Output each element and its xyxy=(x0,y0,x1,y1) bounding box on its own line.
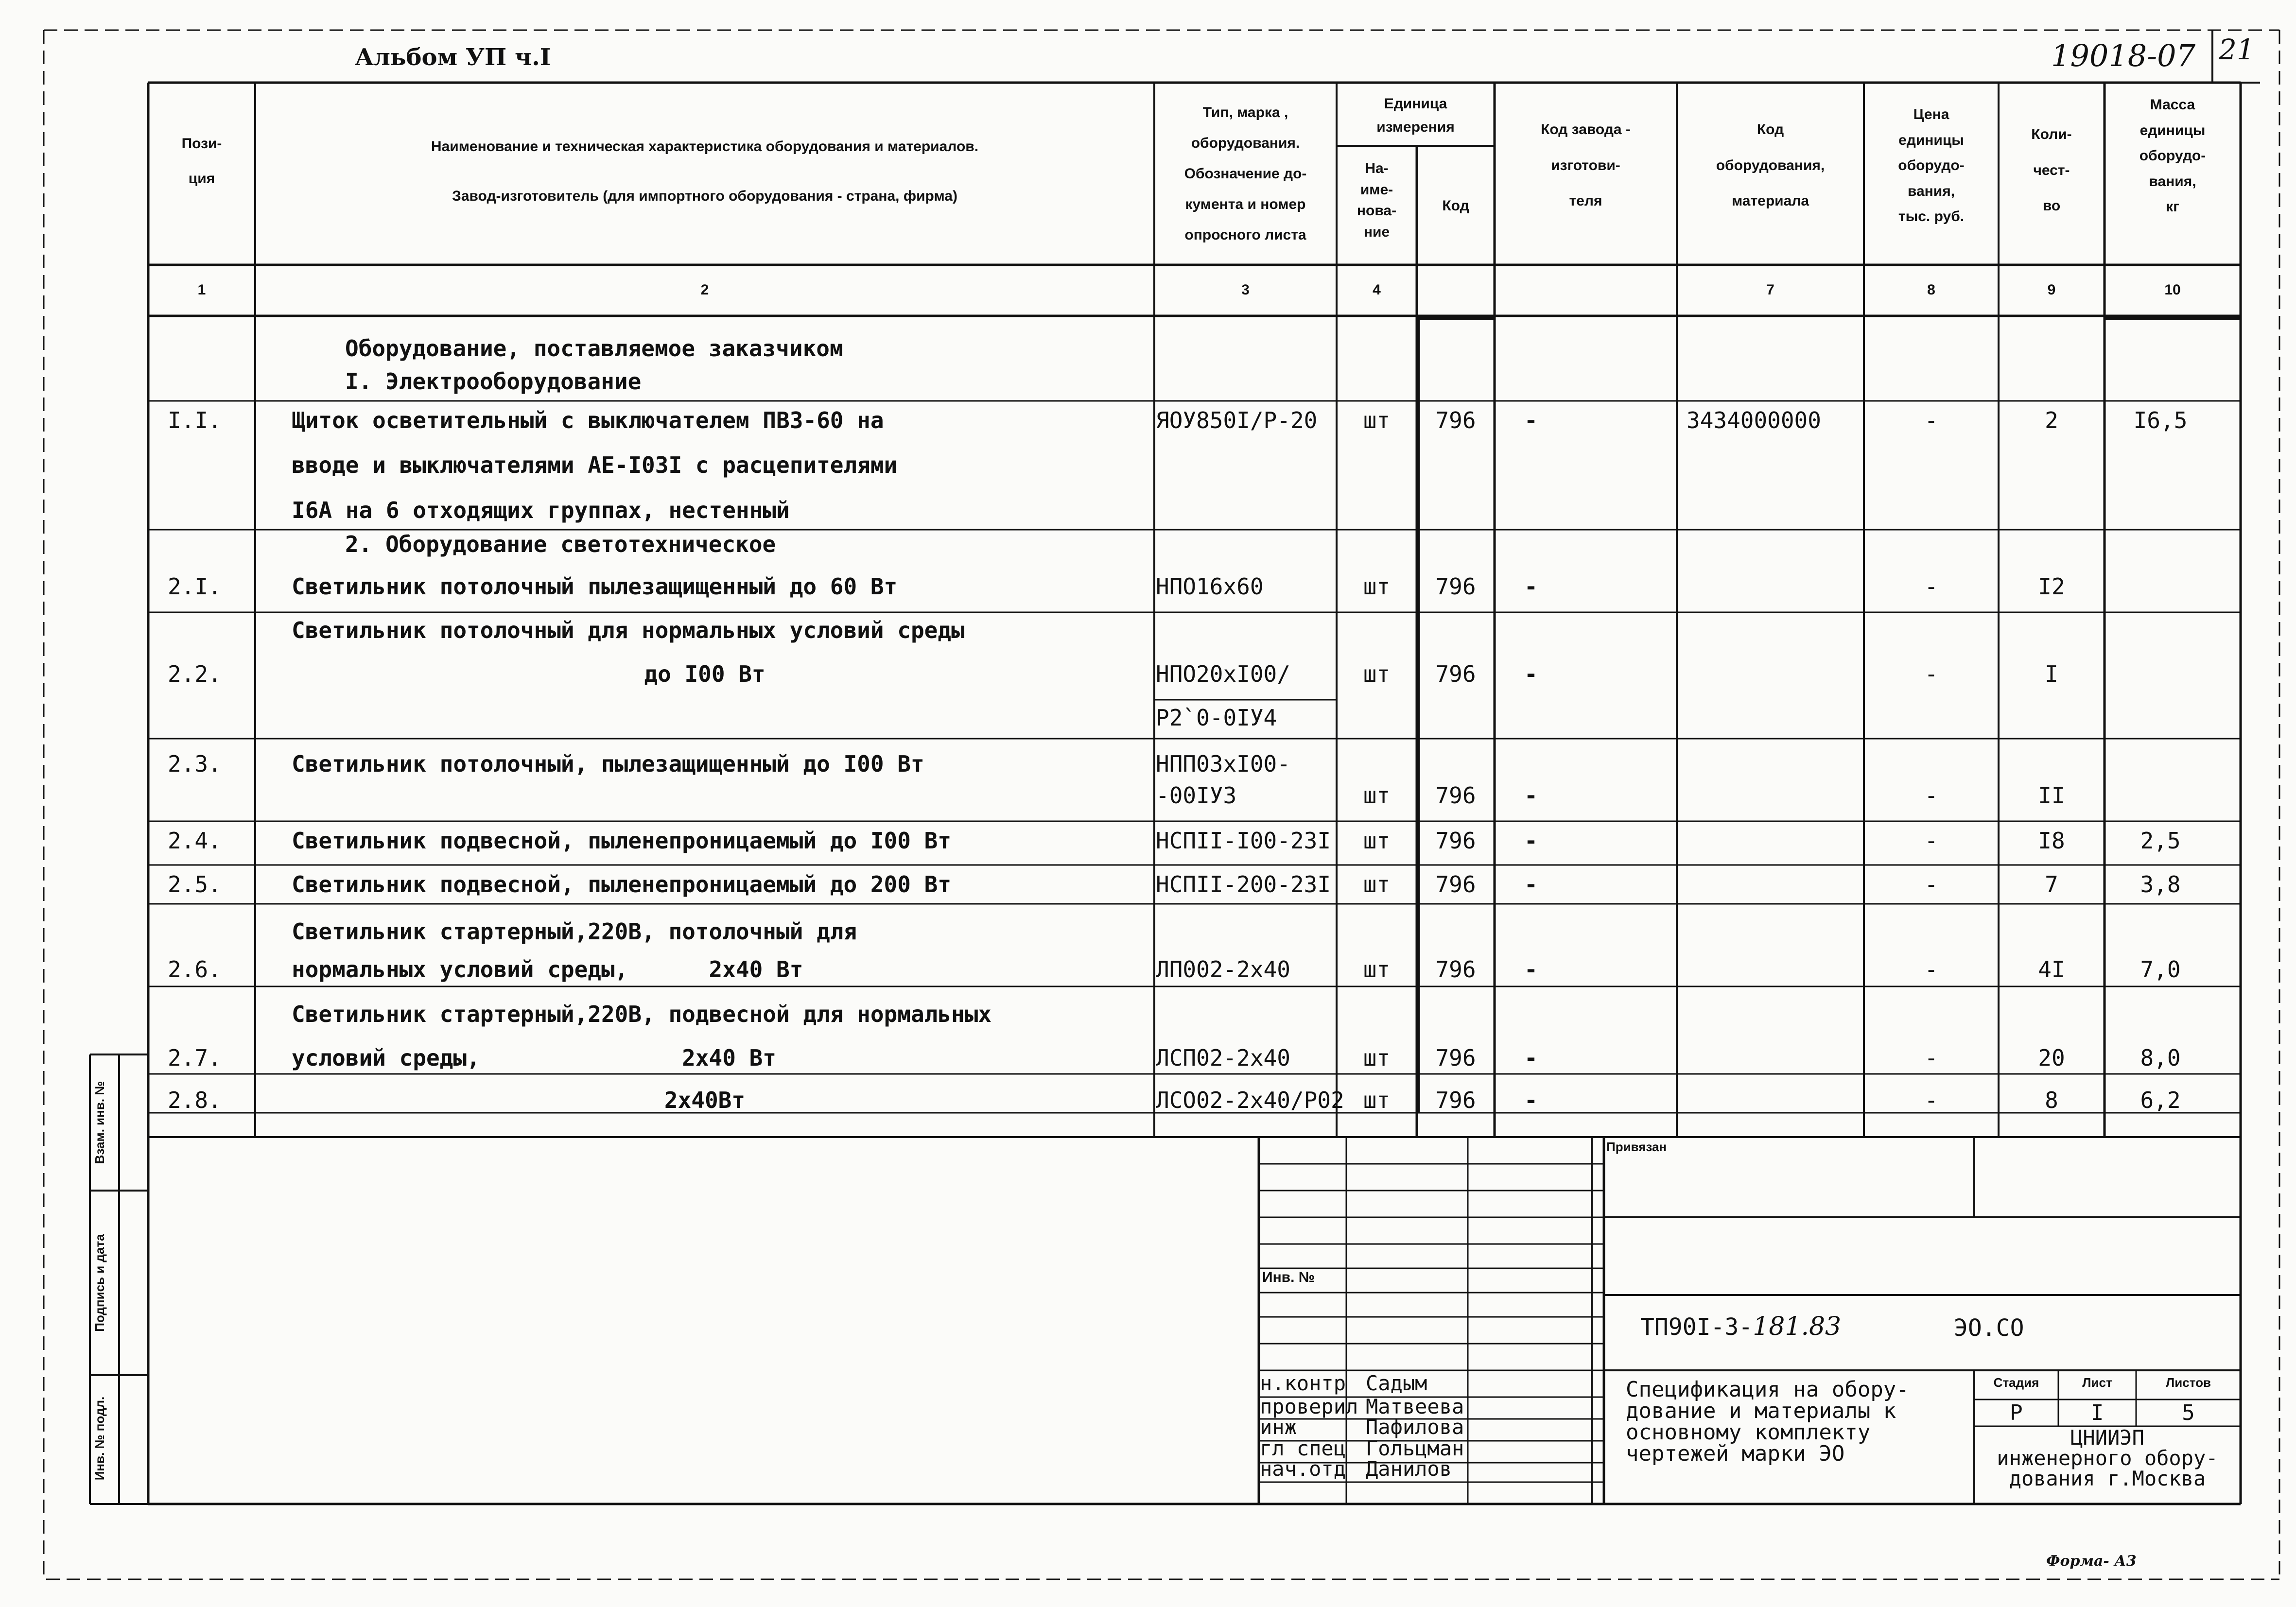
factory-code-cell: - xyxy=(1524,1045,1538,1071)
colnum-7: 7 xyxy=(1766,282,1774,298)
unit-code-cell: 796 xyxy=(1435,573,1476,600)
quantity-cell: 20 xyxy=(2038,1045,2065,1071)
stamp-title: Спецификация на обору- дование и материалы к основному комплекту чертежей марки ЭО xyxy=(1626,1377,1909,1466)
price-cell: - xyxy=(1924,407,1938,433)
name-cell: вводе и выключателями АЕ-I03I с расцепителями xyxy=(292,452,898,478)
position-cell: 2.7. xyxy=(168,1045,222,1071)
stamp-privyazan: Привязан xyxy=(1606,1140,1667,1154)
unit-code-cell: 796 xyxy=(1435,782,1476,809)
price-cell: - xyxy=(1924,573,1938,600)
stamp-stage: Р xyxy=(2010,1400,2023,1425)
quantity-cell: I2 xyxy=(2038,573,2065,600)
unit-code-cell: 796 xyxy=(1435,407,1476,433)
name-cell: Светильник потолочный для нормальных условий среды xyxy=(292,617,965,643)
header-unit-name: На- име- нова- ние xyxy=(1357,160,1397,240)
factory-code-cell: - xyxy=(1524,871,1538,898)
position-cell: 2.6. xyxy=(168,956,222,983)
quantity-cell: 2 xyxy=(2045,407,2058,433)
name-cell: Светильник стартерный,220В, потолочный для xyxy=(292,918,857,945)
type-cell: -00IУ3 xyxy=(1156,782,1237,809)
position-cell: 2.5. xyxy=(168,871,222,898)
header-price: Цена единицы оборудо- вания, тыс. руб. xyxy=(1898,106,1965,225)
colnum-9: 9 xyxy=(2047,282,2056,298)
signer-name: Пафилова xyxy=(1366,1415,1464,1439)
type-cell: НСПII-I00-23I xyxy=(1156,828,1331,854)
mass-cell: 6,2 xyxy=(2140,1087,2181,1113)
colnum-8: 8 xyxy=(1927,282,1935,298)
name-cell: Светильник стартерный,220В, подвесной для нормальных xyxy=(292,1001,992,1027)
equipment-code-cell: 3434000000 xyxy=(1687,407,1821,433)
position-cell: 2.2. xyxy=(168,661,222,687)
name-cell: Светильник подвесной, пыленепроницаемый до 200 Вт xyxy=(292,871,952,898)
name-cell: Щиток осветительный с выключателем ПВЗ-60 на xyxy=(292,407,884,433)
signer-name: Гольцман xyxy=(1366,1436,1464,1460)
header-name-line2: Завод-изготовитель (для импортного оборудования - страна, фирма) xyxy=(452,188,957,204)
unit-cell: шт xyxy=(1363,573,1391,600)
mass-cell: I6,5 xyxy=(2133,407,2188,433)
type-cell: ЯОУ850I/Р-20 xyxy=(1156,407,1318,433)
factory-code-cell: - xyxy=(1524,956,1538,983)
position-cell: I.I. xyxy=(168,407,222,433)
header-quantity: Коли- чест- во xyxy=(2031,126,2072,214)
factory-code-cell: - xyxy=(1524,407,1538,433)
type-cell: НПП03хI00- xyxy=(1156,751,1290,777)
album-label: Альбом УП ч.I xyxy=(355,44,551,71)
colnum-1: 1 xyxy=(197,282,206,298)
colnum-3: 3 xyxy=(1241,282,1250,298)
unit-cell: шт xyxy=(1363,828,1391,854)
signer-role: проверил xyxy=(1260,1395,1358,1418)
unit-cell: шт xyxy=(1363,782,1391,809)
price-cell: - xyxy=(1924,871,1938,898)
side-label-signature-date: Подпись и дата xyxy=(92,1234,107,1332)
factory-code-cell: - xyxy=(1524,1087,1538,1113)
name-cell: Светильник потолочный, пылезащищенный до I00 Вт xyxy=(292,751,924,777)
stamp-designation-hand: 181.83 xyxy=(1753,1312,1842,1341)
price-cell: - xyxy=(1924,828,1938,854)
header-factory-code: Код завода - изготови- теля xyxy=(1541,121,1631,209)
stamp-stage-label: Стадия xyxy=(1993,1375,2039,1390)
header-equipment-code: Код оборудования, материала xyxy=(1716,121,1825,209)
stamp-sheet-label: Лист xyxy=(2082,1375,2112,1390)
factory-code-cell: - xyxy=(1524,782,1538,809)
type-cell: НСПII-200-23I xyxy=(1156,871,1331,898)
unit-code-cell: 796 xyxy=(1435,956,1476,983)
header-type: Тип, марка , оборудования. Обозначение до- кумента и номер опросного листа xyxy=(1184,104,1307,243)
header-unit-code: Код xyxy=(1442,198,1469,214)
stamp-organization: ЦНИИЭП инженерного обору- дования г.Москва xyxy=(1997,1426,2218,1490)
unit-cell: шт xyxy=(1363,1087,1391,1113)
name-cell: Светильник подвесной, пыленепроницаемый до I00 Вт xyxy=(292,828,952,854)
colnum-10: 10 xyxy=(2164,282,2181,298)
side-label-replacement-inv: Взам. инв. № xyxy=(92,1081,107,1164)
side-label-original-inv: Инв. № подл. xyxy=(92,1396,107,1481)
unit-code-cell: 796 xyxy=(1435,1087,1476,1113)
type-cell: НПО16х60 xyxy=(1156,573,1264,600)
name-cell: нормальных условий среды, 2х40 Вт xyxy=(292,956,803,983)
signer-name: Матвеева xyxy=(1366,1395,1464,1418)
stamp-sheet: I xyxy=(2090,1400,2104,1425)
unit-cell: шт xyxy=(1363,956,1391,983)
signer-role: нач.отд xyxy=(1260,1457,1346,1481)
price-cell: - xyxy=(1924,661,1938,687)
name-cell: Светильник потолочный пылезащищенный до 60 Вт xyxy=(292,573,898,600)
position-cell: 2.8. xyxy=(168,1087,222,1113)
type-cell: ЛСО02-2х40/Р02 xyxy=(1156,1087,1344,1113)
name-cell: I. Электрооборудование xyxy=(345,368,642,395)
mass-cell: 7,0 xyxy=(2140,956,2181,983)
price-cell: - xyxy=(1924,782,1938,809)
position-cell: 2.3. xyxy=(168,751,222,777)
header-position: Пози- ция xyxy=(181,136,222,187)
unit-code-cell: 796 xyxy=(1435,661,1476,687)
unit-code-cell: 796 xyxy=(1435,1045,1476,1071)
name-cell: Оборудование, поставляемое заказчиком xyxy=(345,335,843,362)
quantity-cell: 8 xyxy=(2045,1087,2058,1113)
quantity-cell: 7 xyxy=(2045,871,2058,898)
stamp-sheets: 5 xyxy=(2182,1400,2195,1425)
stamp-designation xyxy=(1640,1312,1841,1341)
quantity-cell: I8 xyxy=(2038,828,2065,854)
unit-cell: шт xyxy=(1363,407,1391,433)
document-number: 19018-07 xyxy=(2051,38,2196,73)
unit-cell: шт xyxy=(1363,661,1391,687)
colnum-2: 2 xyxy=(700,282,709,298)
price-cell: - xyxy=(1924,1087,1938,1113)
stamp-sheets-label: Листов xyxy=(2166,1375,2211,1390)
name-cell: 2х40Вт xyxy=(664,1087,746,1113)
form-label: Форма- А3 xyxy=(2046,1553,2137,1570)
header-name-line1: Наименование и техническая характеристика оборудования и материалов. xyxy=(431,138,979,155)
price-cell: - xyxy=(1924,956,1938,983)
signer-role: инж xyxy=(1260,1415,1297,1439)
name-cell: 2. Оборудование светотехническое xyxy=(345,531,776,557)
quantity-cell: II xyxy=(2038,782,2065,809)
type-cell: НПО20хI00/ xyxy=(1156,661,1290,687)
type-cell: ЛСП02-2х40 xyxy=(1156,1045,1290,1071)
name-cell: условий среды, 2х40 Вт xyxy=(292,1045,776,1071)
header-unit-group: Единица измерения xyxy=(1376,96,1455,135)
signer-role: гл спец xyxy=(1260,1436,1346,1460)
factory-code-cell: - xyxy=(1524,661,1538,687)
signer-name: Садым xyxy=(1366,1371,1427,1395)
signer-role: н.контр xyxy=(1260,1371,1346,1395)
stamp-designation-print: ТП90I-3- xyxy=(1640,1313,1753,1341)
unit-code-cell: 796 xyxy=(1435,828,1476,854)
signer-name: Данилов xyxy=(1366,1457,1452,1481)
type-cell: Р2`0-0IУ4 xyxy=(1156,705,1277,731)
name-cell: до I00 Вт xyxy=(644,661,765,687)
header-mass: Масса единицы оборудо- вания, кг xyxy=(2139,97,2206,215)
stamp-inv-no: Инв. № xyxy=(1262,1269,1315,1285)
mass-cell: 2,5 xyxy=(2140,828,2181,854)
unit-cell: шт xyxy=(1363,1045,1391,1071)
name-cell: I6А на 6 отходящих группах, нестенный xyxy=(292,497,790,523)
price-cell: - xyxy=(1924,1045,1938,1071)
page-number: 21 xyxy=(2219,33,2255,66)
mass-cell: 8,0 xyxy=(2140,1045,2181,1071)
factory-code-cell: - xyxy=(1524,573,1538,600)
quantity-cell: 4I xyxy=(2038,956,2065,983)
mass-cell: 3,8 xyxy=(2140,871,2181,898)
type-cell: ЛП002-2х40 xyxy=(1156,956,1290,983)
quantity-cell: I xyxy=(2045,661,2058,687)
colnum-4: 4 xyxy=(1373,282,1381,298)
factory-code-cell: - xyxy=(1524,828,1538,854)
unit-cell: шт xyxy=(1363,871,1391,898)
position-cell: 2.4. xyxy=(168,828,222,854)
unit-code-cell: 796 xyxy=(1435,871,1476,898)
position-cell: 2.I. xyxy=(168,573,222,600)
stamp-mark: ЭО.СО xyxy=(1954,1314,2024,1342)
